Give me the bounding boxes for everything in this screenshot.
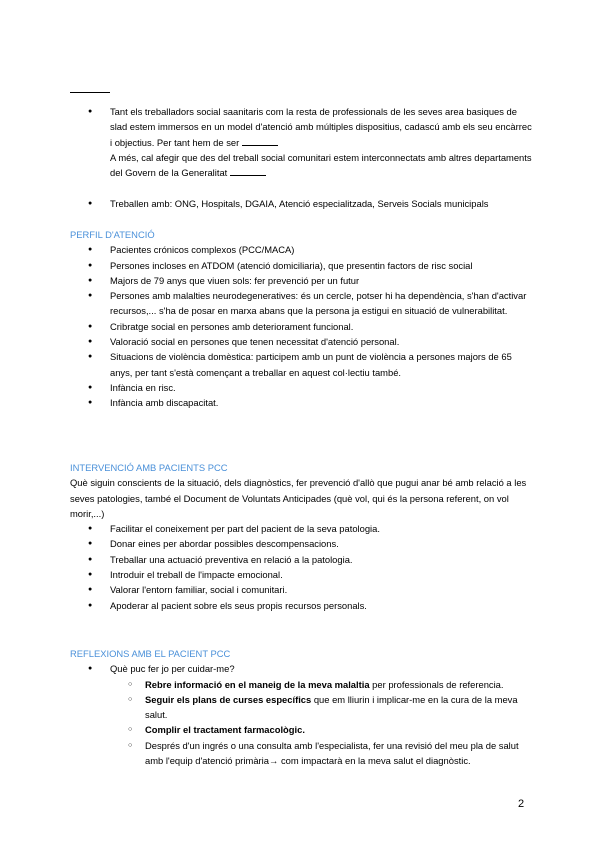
list-item: ● Infància amb discapacitat. — [70, 395, 532, 410]
intervencio-paragraph: Què siguin conscients de la situació, dels diagnòstics, fer prevenció d'allò que pugui anar bé amb relació a les seves patologies, també el Document de Voluntats Anticipades (què vol, qui és la persona referent, on vol morir,...) — [70, 477, 527, 519]
page-number: 2 — [518, 798, 525, 810]
list-item: ● Situacions de violència domèstica: participem amb un punt de violència a persones majors de 65 anys, per tant s'està començant a treballar en aquest col·lectiu també. — [70, 349, 532, 380]
section-heading: INTERVENCIÓ AMB PACIENTS PCC — [70, 462, 228, 473]
bold-text: Seguir els plans de curses específics — [145, 693, 312, 705]
list-item: ● Valorar l'entorn familiar, social i comunitari. — [70, 582, 532, 597]
section-heading: REFLEXIONS AMB EL PACIENT PCC — [70, 648, 231, 659]
intervencio-list — [70, 521, 532, 613]
item-text: que em lliurin i implicar-me en la cura de la meva salut. — [145, 693, 518, 721]
list-item: ● Facilitar el coneixement per part del pacient de la seva patologia. — [70, 521, 532, 536]
blank-underline — [70, 92, 110, 93]
list-item: ● Persones amb malalties neurodegeneratives: és un cercle, potser hi ha dependència, s'han d'activar recursos,... s'ha de posar en marxa abans que la persona ja estigui en situació de vulnerabilitat. — [70, 288, 532, 319]
bold-text: Complir el tractament farmacològic. — [145, 724, 305, 736]
perfil-section — [70, 227, 532, 411]
bold-text: Rebre informació en el maneig de la meva malaltia — [145, 678, 370, 690]
item-text: per professionals de referencia. — [369, 678, 504, 690]
list-item: ● Cribratge social en persones amb deteriorament funcional. — [70, 319, 532, 334]
list-item: ● Persones incloses en ATDOM (atenció domiciliaria), que presentin factors de risc social — [70, 258, 532, 273]
list-item: ● Pacientes crónicos complexos (PCC/MACA) — [70, 242, 532, 257]
reflexions-sublist — [70, 677, 532, 769]
list-item: ● Valoració social en persones que tenen necessitat d'atenció personal. — [70, 334, 532, 349]
intervencio-section — [70, 460, 532, 613]
list-item — [70, 677, 532, 692]
perfil-list — [70, 242, 532, 410]
list-item: ● Donar eines per abordar possibles descompensacions. — [70, 536, 532, 551]
partners-section — [70, 196, 532, 211]
section-heading: PERFIL D'ATENCIÓ — [70, 229, 155, 240]
list-item — [70, 104, 532, 180]
intro-sub-text — [110, 150, 532, 181]
list-item: ● Majors de 79 anys que viuen sols: fer prevenció per un futur — [70, 273, 532, 288]
blank-underline — [230, 166, 266, 176]
blank-underline — [242, 136, 278, 146]
list-item: ● Introduir el treball de l'impacte emocional. — [70, 567, 532, 582]
list-item: ● Treballar una actuació preventiva en relació a la patologia. — [70, 552, 532, 567]
intro-section — [70, 104, 532, 180]
list-item — [70, 722, 532, 737]
list-item: ● Treballen amb: ONG, Hospitals, DGAIA, Atenció especialitzada, Serveis Socials municipals — [70, 196, 532, 211]
list-item — [70, 692, 532, 723]
intro-sub-line: A més, cal afegir que des del treball social comunitari estem interconnectats amb altres departaments del Govern de la Generalitat — [110, 151, 532, 179]
list-item: ● Apoderar al pacient sobre els seus propis recursos personals. — [70, 598, 532, 613]
intro-bullet-text: Tant els treballadors social saanitaris com la resta de professionals de les seves area basiques de slad estem immersos en un model d'atenció amb múltiples dispositius, cadascú amb els seu encàrrec i objectius. Per tant hem de ser — [110, 106, 532, 148]
list-item: ● Infància en risc. — [70, 380, 532, 395]
list-item: ○ Després d'un ingrés o una consulta amb l'especialista, fer una revisió del meu pla de salut amb l'equip d'atenció primària→ com impactarà en la meva salut el diagnòstic. — [70, 738, 532, 769]
reflexions-section — [70, 646, 532, 768]
list-item: ● Què puc fer jo per cuidar-me? — [70, 661, 532, 676]
